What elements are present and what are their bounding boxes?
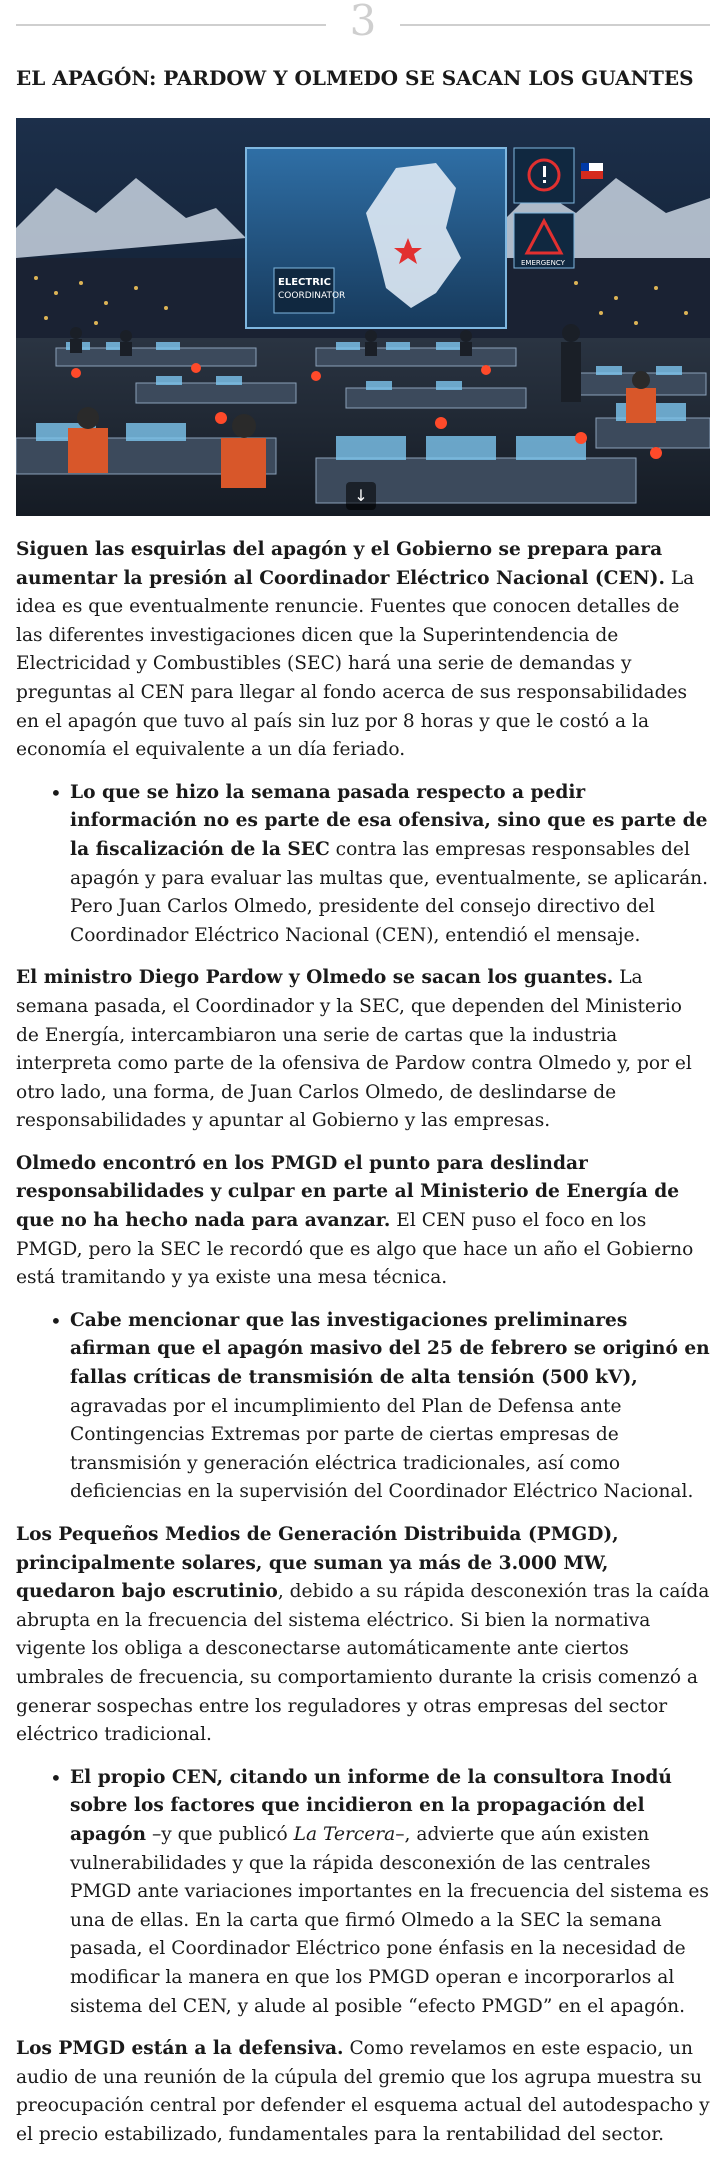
bullet-list-1	[16, 779, 710, 951]
paragraph-3	[16, 1150, 710, 1293]
paragraph-1-text: La idea es que eventualmente renuncie. Fuentes que conocen detalles de las diferentes investigaciones dicen que la Superintendencia de Electricidad y Combustibles (SEC) hará una serie de demandas y preguntas al CEN para llegar al fondo acerca de sus responsabilidades en el apagón que tuvo al país sin luz por 8 horas y que le costó a la economía el equivalente a un día feriado.	[16, 567, 695, 761]
bullet-list-3	[16, 1764, 710, 2021]
bullet-2-lead: Cabe mencionar que las investigaciones preliminares afirman que el apagón masivo del 25 de febrero se originó en fallas críticas de transmisión de alta tensión (500 kV),	[70, 1309, 710, 1389]
article-body	[16, 536, 710, 2163]
bullet-3-text-a: –y que publicó	[146, 1823, 294, 1845]
svg-text:COORDINATOR: COORDINATOR	[278, 291, 346, 301]
list-item	[70, 1764, 710, 2021]
divider-line-right	[400, 24, 710, 26]
bullet-1-lead: Lo que se hizo la semana pasada respecto a pedir información no es parte de esa ofensiva, sino que es parte de la fiscalización de la SEC	[70, 781, 708, 860]
paragraph-4-text: , debido a su rápida desconexión tras la caída abrupta en la frecuencia del sistema eléctrico. Si bien la normativa vigente los obliga a desconectarse automáticamente ante ciertos umbrales de frecuencia, su comportamiento durante la crisis comenzó a generar sospechas entre los reguladores y otras empresas del sector eléctrico tradicional.	[16, 1581, 710, 1746]
svg-text:ELECTRIC: ELECTRIC	[278, 277, 331, 288]
paragraph-3-text: El CEN puso el foco en los PMGD, pero la SEC le recordó que es algo que hace un año el Gobierno está tramitando y ya existe una mesa técnica.	[16, 1210, 694, 1289]
paragraph-3-lead: Olmedo encontró en los PMGD el punto para deslindar responsabilidades y culpar en parte al Ministerio de Energía de que no ha hecho nada para avanzar.	[16, 1152, 680, 1232]
paragraph-1	[16, 536, 710, 765]
svg-text:EMERGENCY: EMERGENCY	[521, 259, 565, 267]
divider-line-left	[16, 24, 326, 26]
paragraph-2-text: La semana pasada, el Coordinador y la SEC, que dependen del Ministerio de Energía, intercambiaron una serie de cartas que la industria interpreta como parte de la ofensiva de Pardow contra Olmedo y, por el otro lado, una forma, de Juan Carlos Olmedo, de deslindarse de responsabilidades y apuntar al Gobierno y las empresas.	[16, 967, 692, 1132]
arrow-down-icon[interactable]: ↓	[346, 482, 376, 510]
paragraph-2	[16, 964, 710, 1136]
bullet-list-2	[16, 1307, 710, 1507]
paragraph-5-text: Como revelamos en este espacio, un audio de una reunión de la cúpula del gremio que los agrupa muestra su preocupación central por defender el esquema actual del autodespacho y el precio estabilizado, fundamentales para la rentabilidad del sector.	[16, 2038, 710, 2145]
control-room-illustration	[16, 118, 710, 516]
paragraph-5	[16, 2035, 710, 2149]
paragraph-1-lead: Siguen las esquirlas del apagón y el Gobierno se prepara para aumentar la presión al Coordinador Eléctrico Nacional (CEN).	[16, 539, 665, 589]
paragraph-4	[16, 1521, 710, 1750]
section-divider	[16, 2, 710, 46]
paragraph-4-lead: Los Pequeños Medios de Generación Distribuida (PMGD), principalmente solares, que suman ya más de 3.000 MW, quedaron bajo escrutinio	[16, 1524, 619, 1603]
section-number: 3	[349, 0, 377, 45]
bullet-2-text: agravadas por el incumplimiento del Plan de Defensa ante Contingencias Extremas por parte de ciertas empresas de transmisión y generación eléctrica tradicionales, así como deficiencias en la supervisión del Coordinador Eléctrico Nacional.	[70, 1395, 694, 1503]
list-item	[70, 779, 710, 951]
bullet-1-text: contra las empresas responsables del apagón y para evaluar las multas que, eventualmente, se aplicarán. Pero Juan Carlos Olmedo, presidente del consejo directivo del Coordinador Eléctrico Nacional (CEN), entendió el mensaje.	[70, 838, 709, 946]
headline: EL APAGÓN: PARDOW Y OLMEDO SE SACAN LOS GUANTES	[16, 66, 694, 90]
bullet-3-text-b: –, advierte que aún existen vulnerabilidades y que la rápida desconexión de las centrales PMGD ante variaciones importantes en la frecuencia del sistema es una de ellas. En la carta que firmó Olmedo a la SEC la semana pasada, el Coordinador Eléctrico pone énfasis en la necesidad de modificar la manera en que los PMGD operan e incorporarlos al sistema del CEN, y alude al posible “efecto PMGD” en el apagón.	[70, 1823, 709, 2017]
bullet-3-lead: El propio CEN, citando un informe de la consultora Inodú sobre los factores que incidieron en la propagación del apagón	[70, 1766, 672, 1845]
list-item	[70, 1307, 710, 1507]
paragraph-2-lead: El ministro Diego Pardow y Olmedo se sacan los guantes.	[16, 967, 614, 989]
paragraph-5-lead: Los PMGD están a la defensiva.	[16, 2038, 344, 2060]
bullet-3-publication: La Tercera	[293, 1823, 396, 1845]
hero-image	[16, 118, 710, 516]
